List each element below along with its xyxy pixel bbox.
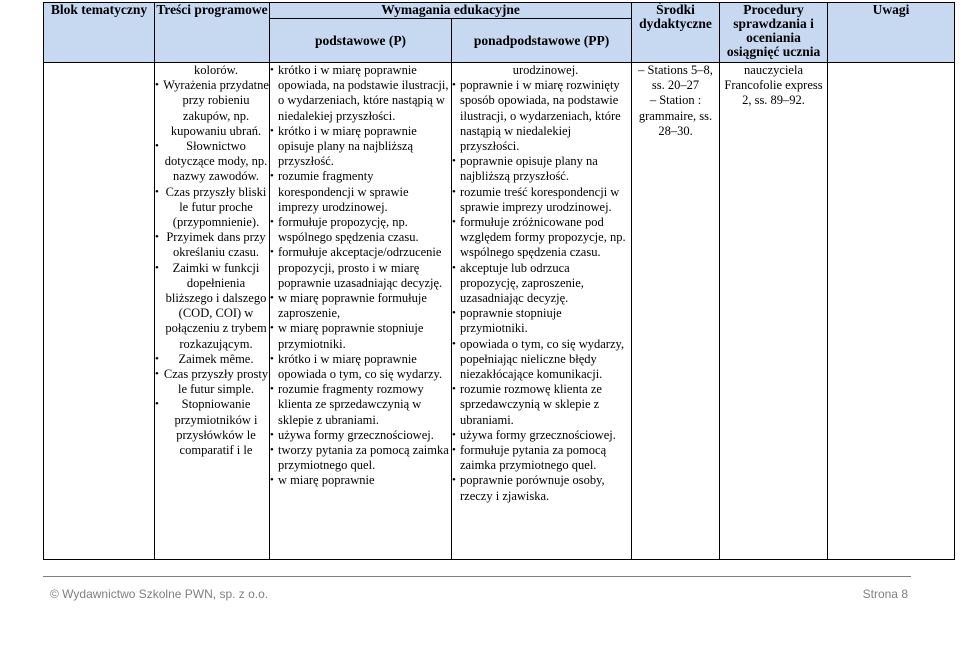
basic-requirement-item: • formułuje akceptacje/odrzucenie propozycji, prosto i w miarę poprawnie uzasadniając decyzję.: [270, 245, 451, 291]
header-requirements: Wymagania edukacyjne: [270, 3, 632, 19]
program-content-item: • Przyimek dans przy określaniu czasu.: [155, 230, 269, 260]
thematic-block-cell: [44, 63, 155, 560]
extended-requirement-item: • poprawnie porównuje osoby, rzeczy i zjawiska.: [452, 473, 631, 503]
header-notes: Uwagi: [828, 3, 955, 63]
basic-requirement-item: • rozumie fragmenty korespondencji w sprawie imprezy urodzinowej.: [270, 169, 451, 215]
basic-requirement-item: • tworzy pytania za pomocą zaimka przymiotnego quel.: [270, 443, 451, 473]
program-content-item: • Stopniowanie przymiotników i przysłówków le comparatif i le: [155, 397, 269, 458]
extended-requirement-item: • akceptuje lub odrzuca propozycję, zaproszenie, uzasadniając decyzję.: [452, 261, 631, 307]
header-basic: podstawowe (P): [270, 19, 452, 63]
teaching-aid-stations: – Stations 5–8, ss. 20–27: [638, 63, 713, 93]
extended-requirement-item: • poprawnie stopniuje przymiotniki.: [452, 306, 631, 336]
extended-requirement-item: • opowiada o tym, co się wydarzy, popełniając nieliczne błędy niezakłócające komunikacji.: [452, 337, 631, 383]
basic-requirement-item: • w miarę poprawnie stopniuje przymiotniki.: [270, 321, 451, 351]
program-content-item: kolorów.: [194, 63, 238, 77]
teaching-aids-cell: [632, 63, 720, 560]
procedures-cell: [720, 63, 828, 560]
header-program-content: Treści programowe: [155, 3, 270, 63]
program-content-list: [155, 63, 269, 458]
footer-rule: [43, 576, 911, 577]
extended-requirement-item: • poprawnie opisuje plany na najbliższą przyszłość.: [452, 154, 631, 184]
basic-requirement-item: • krótko i w miarę poprawnie opowiada o tym, co się wydarzy.: [270, 352, 451, 382]
extended-requirement-item: • rozumie rozmowę klienta ze sprzedawczynią w sklepie z ubraniami.: [452, 382, 631, 428]
teaching-aid-grammar: – Station : grammaire, ss. 28–30.: [638, 93, 713, 138]
footer-page-number: Strona 8: [862, 587, 908, 601]
program-content-item: • Zaimek même.: [155, 352, 269, 367]
footer-copyright: © Wydawnictwo Szkolne PWN, sp. z o.o.: [50, 587, 269, 601]
notes-cell: [828, 63, 955, 560]
header-extended: ponadpodstawowe (PP): [452, 19, 632, 63]
header-thematic-block: Blok tematyczny: [44, 3, 155, 63]
extended-requirement-item: • poprawnie i w miarę rozwinięty sposób opowiada, na podstawie ilustracji, o wydarzeniach, które nastąpią w niedalekiej przyszłości.: [452, 78, 631, 154]
basic-requirement-item: • formułuje propozycję, np. wspólnego spędzenia czasu.: [270, 215, 451, 245]
basic-requirement-item: • rozumie fragmenty rozmowy klienta ze sprzedawczynią w sklepie z ubraniami.: [270, 382, 451, 428]
program-content-cell: [155, 63, 270, 560]
program-content-item: • Wyrażenia przydatne przy robieniu zakupów, np. kupowaniu ubrań.: [155, 78, 269, 139]
basic-requirements-cell: [270, 63, 452, 560]
basic-requirement-item: • w miarę poprawnie formułuje zaproszenie,: [270, 291, 451, 321]
header-assessment-procedures: Procedury sprawdzania i oceniania osiągnięć ucznia: [720, 3, 828, 63]
program-content-item: • Słownictwo dotyczące mody, np. nazwy zawodów.: [155, 139, 269, 185]
program-content-item: • Czas przyszły bliski le futur proche (przypomnienie).: [155, 185, 269, 231]
header-teaching-aids: Środki dydaktyczne: [632, 3, 720, 63]
extended-requirements-cell: [452, 63, 632, 560]
extended-requirement-item: • formułuje zróżnicowane pod względem formy propozycje, np. wspólnego spędzenia czasu.: [452, 215, 631, 261]
extended-requirements-list: [452, 63, 631, 504]
extended-requirement-item: • rozumie treść korespondencji w sprawie imprezy urodzinowej.: [452, 185, 631, 215]
curriculum-table: [43, 2, 955, 560]
program-content-item: • Zaimki w funkcji dopełnienia bliższego i dalszego (COD, COI) w połączeniu z trybem rozkazującym.: [155, 261, 269, 352]
basic-requirement-item: • w miarę poprawnie: [270, 473, 451, 488]
program-content-item: • Czas przyszły prosty le futur simple.: [155, 367, 269, 397]
basic-requirement-item: • krótko i w miarę poprawnie opowiada, na podstawie ilustracji, o wydarzeniach, które nastąpią w niedalekiej przyszłości.: [270, 63, 451, 124]
basic-requirement-item: • używa formy grzecznościowej.: [270, 428, 451, 443]
extended-requirement-item: • używa formy grzecznościowej.: [452, 428, 631, 443]
extended-requirement-item: • formułuje pytania za pomocą zaimka przymiotnego quel.: [452, 443, 631, 473]
procedures-text: nauczyciela Francofolie express 2, ss. 89–92.: [724, 63, 823, 108]
basic-requirements-list: [270, 63, 451, 489]
extended-lead-text: urodzinowej.: [512, 63, 579, 77]
basic-requirement-item: • krótko i w miarę poprawnie opisuje plany na najbliższą przyszłość.: [270, 124, 451, 170]
